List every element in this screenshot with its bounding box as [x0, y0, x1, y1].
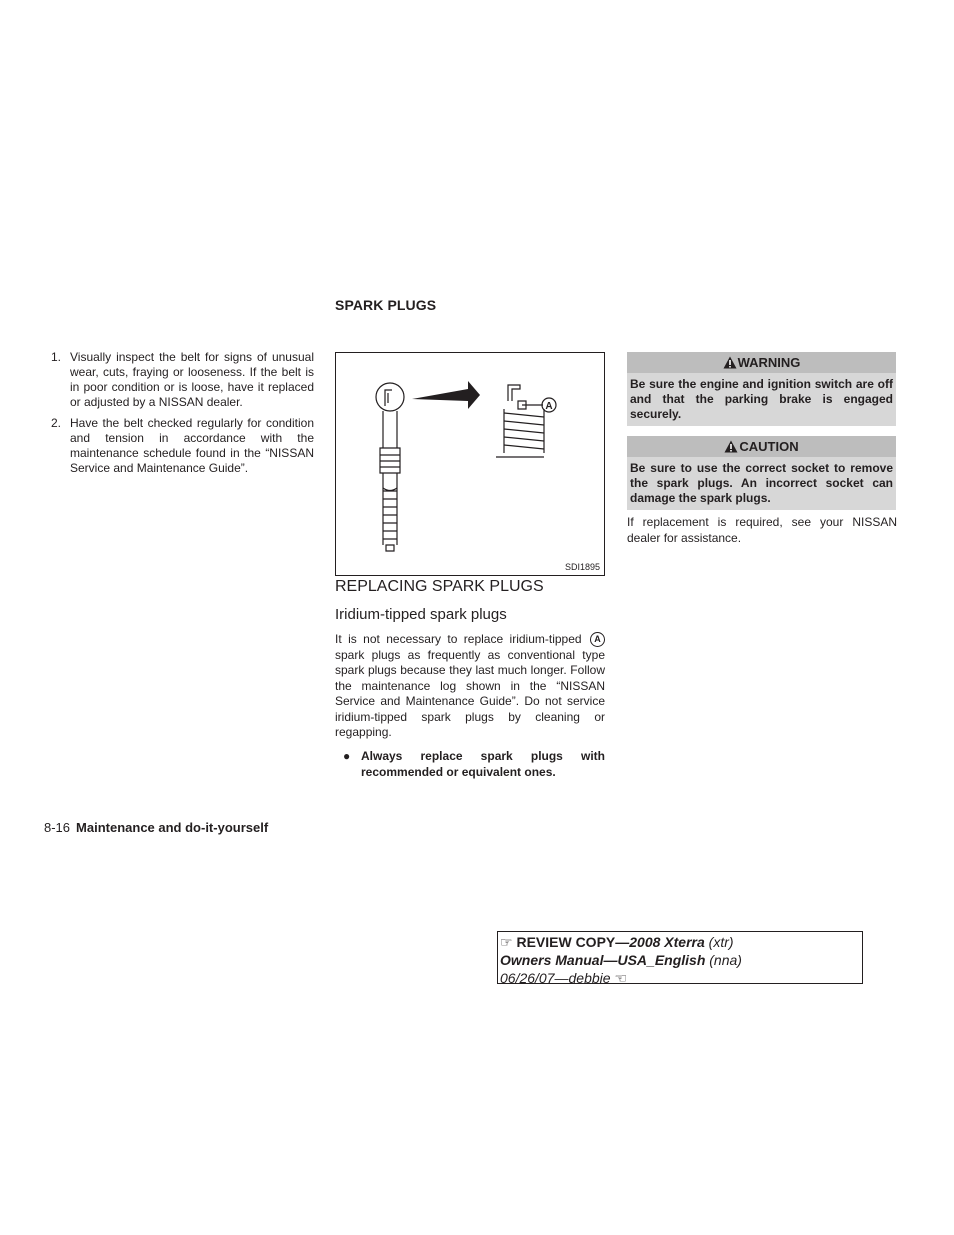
- figure-callout: A: [545, 401, 553, 412]
- review-line-2: [500, 951, 862, 969]
- iridium-paragraph: [335, 632, 605, 741]
- warning-box: [627, 352, 896, 426]
- bullet-icon: ●: [343, 749, 351, 763]
- bullet-item: [335, 749, 605, 780]
- review-model: 2008 Xterra: [629, 934, 705, 950]
- arrow-icon: [412, 381, 480, 409]
- spark-plug-illustration: [336, 353, 604, 575]
- list-item: [47, 416, 314, 476]
- list-item-number: 2.: [51, 416, 62, 430]
- bullet-text: Always replace spark plugs with recommended or equivalent ones.: [361, 749, 605, 779]
- page-footer: [44, 820, 268, 835]
- review-date: 06/26/07—debbie: [500, 970, 611, 986]
- footer-section: Maintenance and do-it-yourself: [76, 820, 269, 835]
- warning-label: WARNING: [737, 355, 801, 370]
- warning-icon: [723, 356, 737, 369]
- pointing-hand-right-icon: ☞: [500, 934, 513, 950]
- review-manual: Owners Manual—USA_English: [500, 952, 706, 968]
- list-item-text: Have the belt checked regularly for condition and tension in accordance with the maintenance schedule found in the “NISSAN Service and Maintenance Guide”.: [70, 416, 314, 475]
- review-line-1: [500, 933, 862, 951]
- replacing-heading: REPLACING SPARK PLUGS: [335, 578, 544, 595]
- replacement-note: If replacement is required, see your NISSAN dealer for assistance.: [627, 515, 897, 545]
- review-model-code: (xtr): [704, 934, 734, 950]
- page-number: 8-16: [44, 820, 71, 835]
- review-manual-code: (nna): [705, 952, 742, 968]
- caution-label: CAUTION: [739, 439, 799, 454]
- list-item: [47, 350, 314, 410]
- pointing-hand-left-icon: ☜: [614, 970, 627, 986]
- caution-header: [627, 436, 896, 457]
- spark-plug-figure: [335, 352, 605, 576]
- caution-icon: [724, 440, 738, 453]
- warning-text: Be sure the engine and ignition switch are off and that the parking brake is engaged securely.: [630, 377, 893, 421]
- list-item-number: 1.: [51, 350, 62, 364]
- warning-header: [627, 352, 896, 373]
- review-label: REVIEW COPY—: [516, 934, 630, 950]
- list-item-text: Visually inspect the belt for signs of unusual wear, cuts, fraying or looseness. If the belt is in poor condition or is loose, have it replaced or adjusted by a NISSAN dealer.: [70, 350, 314, 409]
- caution-box: [627, 436, 896, 510]
- belt-inspection-list: [47, 350, 314, 482]
- iridium-text-rest: spark plugs as frequently as conventional type spark plugs because they last much longer. Follow the maintenance log shown in the “NISSAN Service and Maintenance Guide”. Do not service iridium-tipped spark plugs by cleaning or regapping.: [335, 647, 605, 739]
- caution-text: Be sure to use the correct socket to remove the spark plugs. An incorrect socket can damage the spark plugs.: [630, 461, 893, 505]
- review-copy-stamp: [497, 931, 863, 984]
- section-title: SPARK PLUGS: [335, 297, 437, 313]
- callout-a: A: [590, 632, 605, 647]
- iridium-heading: Iridium-tipped spark plugs: [335, 606, 507, 623]
- review-line-3: [500, 969, 862, 987]
- iridium-text-start: It is not necessary to replace iridium-tipped: [335, 632, 582, 646]
- figure-code: SDI1895: [564, 562, 600, 572]
